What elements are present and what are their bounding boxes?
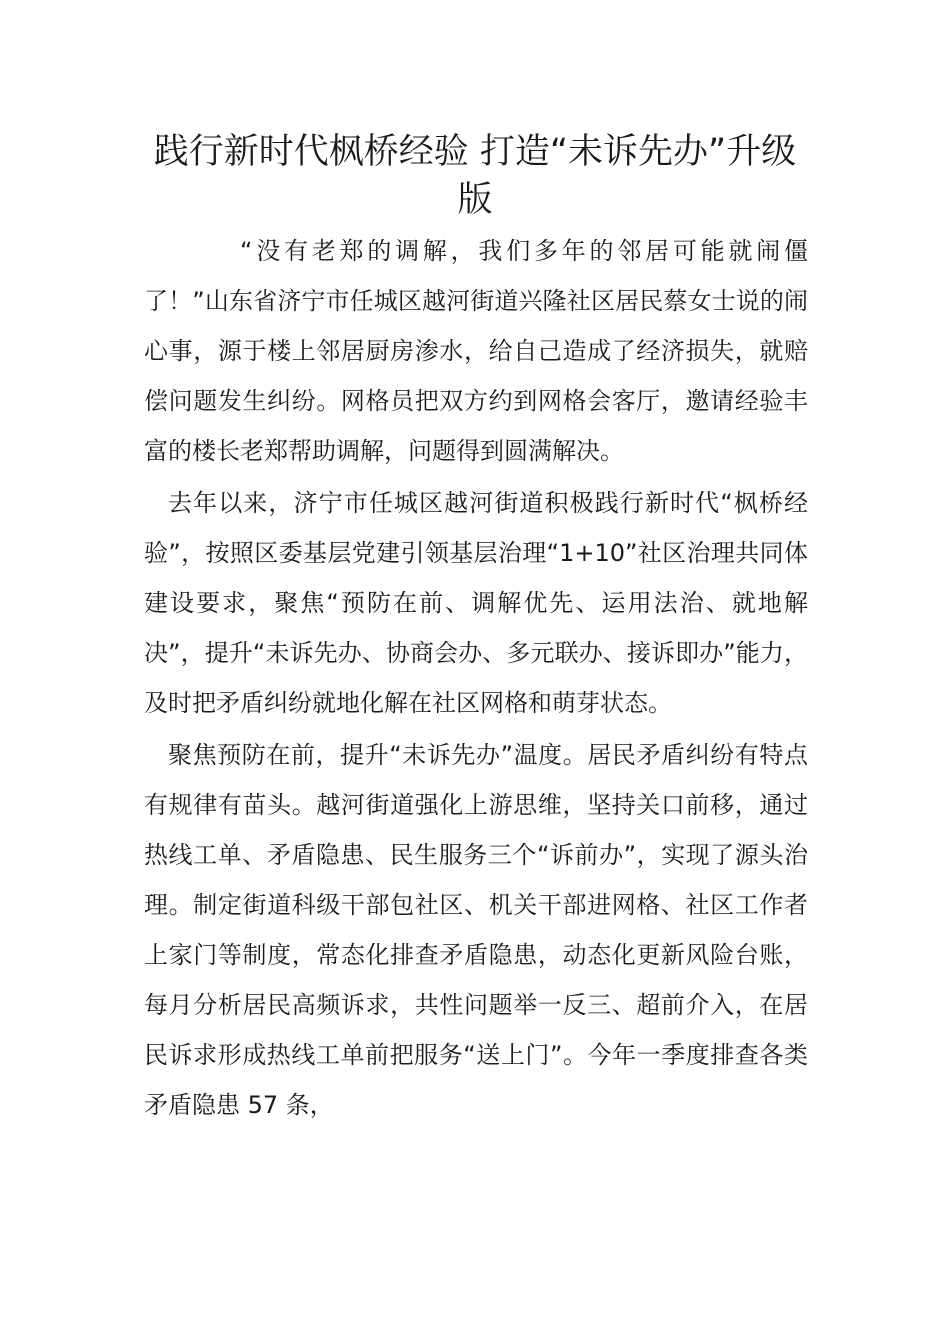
paragraph-3: 聚焦预防在前，提升“未诉先办”温度。居民矛盾纠纷有特点有规律有苗头。越河街道强化上游思维，坚持关口前移，通过热线工单、矛盾隐患、民生服务三个“诉前办”，实现了源头治理。制定街道科级干部包社区、机关干部进网格、社区工作者上家门等制度，常态化排查矛盾隐患，动态化更新风险台账，每月分析居民高频诉求，共性问题举一反三、超前介入，在居民诉求形成热线工单前把服务“送上门”。今年一季度排查各类矛盾隐患 57 条， xyxy=(144,741,808,1119)
document-body xyxy=(144,226,808,1130)
paragraph-2: 去年以来，济宁市任城区越河街道积极践行新时代“枫桥经验”，按照区委基层党建引领基层治理“1+10”社区治理共同体建设要求，聚焦“预防在前、调解优先、运用法治、就地解决”，提升“未诉先办、协商会办、多元联办、接诉即办”能力，及时把矛盾纠纷就地化解在社区网格和萌芽状态。 xyxy=(144,489,808,717)
paragraph-1: “没有老郑的调解，我们多年的邻居可能就闹僵了！”山东省济宁市任城区越河街道兴隆社区居民蔡女士说的闹心事，源于楼上邻居厨房渗水，给自己造成了经济损失，就赔偿问题发生纠纷。网格员把双方约到网格会客厅，邀请经验丰富的楼长老郑帮助调解，问题得到圆满解决。 xyxy=(144,237,808,465)
document-title: 践行新时代枫桥经验 打造“未诉先办”升级版 xyxy=(153,132,797,220)
